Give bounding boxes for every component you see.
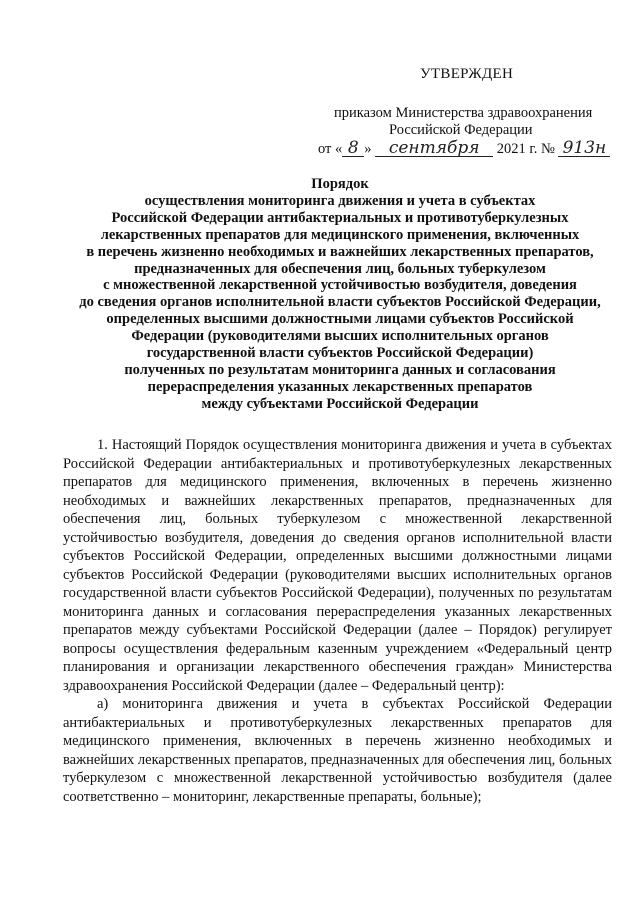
title-line: определенных высшими должностными лицами субъектов Российской <box>106 311 574 328</box>
paragraph-1: 1. Настоящий Порядок осуществления мониторинга движения и учета в субъектах Российской Федерации антибактериальных и противотуберкулезных лекарственных препаратов для медицинского применения, включенных в перечень жизненно необходимых и важнейших лекарственных препаратов, предназначенных для обеспечения лиц, больных туберкулезом с множественной лекарственной устойчивостью возбудителя, доведения до сведения органов исполнительной власти субъектов Российской Федерации, определенных высшими должностными лицами субъектов Российской Федерации (руководителями высших исполнительных органов государственной власти субъектов Российской Федерации), полученных по результатам мониторинга данных и согласования перераспределения указанных лекарственных препаратов между субъектами Российской Федерации (далее – Порядок) регулирует вопросы осуществления федеральным казенным учреждением «Федеральный центр планирования и организации лекарственного обеспечения граждан» Министерства здравоохранения Российской Федерации (далее – Федеральный центр): <box>63 437 612 694</box>
order-year-label: 2021 г. № <box>496 141 555 157</box>
document-body <box>63 436 612 806</box>
order-day: 8 <box>342 140 364 157</box>
paragraph-1a: а) мониторинга движения и учета в субъектах Российской Федерации антибактериальных и противотуберкулезных лекарственных препаратов для медицинского применения, включенных в перечень жизненно необходимых и важнейших лекарственных препаратов, предназначенных для обеспечения лиц, больных туберкулезом с множественной лекарственной устойчивостью возбудителя (далее соответственно – мониторинг, лекарственные препараты, больные); <box>63 696 612 805</box>
title-line: Российской Федерации антибактериальных и противотуберкулезных <box>111 209 569 226</box>
title-line: предназначенных для обеспечения лиц, больных туберкулезом <box>134 260 546 277</box>
approved-stamp: УТВЕРЖДЕН <box>420 66 514 82</box>
title-line: перераспределения указанных лекарственных препаратов <box>147 378 533 395</box>
order-issuer-line-2: Российской Федерации <box>389 122 533 138</box>
quote-open: « <box>335 141 343 157</box>
title-line: с множественной лекарственной устойчивостью возбудителя, доведения <box>103 277 577 294</box>
title-line: осуществления мониторинга движения и учета в субъектах <box>144 192 536 209</box>
order-date-number <box>318 140 610 158</box>
document-title <box>60 176 620 413</box>
title-line: между субъектами Российской Федерации <box>201 395 479 412</box>
title-line: полученных по результатам мониторинга данных и согласования <box>124 361 556 378</box>
title-line: до сведения органов исполнительной власти субъектов Российской Федерации, <box>79 294 601 311</box>
title-line: государственной власти субъектов Российской Федерации) <box>146 345 534 362</box>
title-line: Порядок <box>311 176 369 192</box>
order-issuer-line: приказом Министерства здравоохранения <box>334 105 593 121</box>
order-month: сентября <box>375 140 493 157</box>
date-prefix: от <box>318 141 332 157</box>
title-line: Федерации (руководителями высших исполнительных органов <box>131 328 549 345</box>
order-number: 913н <box>558 140 610 157</box>
title-line: в перечень жизненно необходимых и важнейших лекарственных препаратов, <box>86 243 594 260</box>
title-line: лекарственных препаратов для медицинского применения, включенных <box>100 226 580 243</box>
quote-close: » <box>364 141 372 157</box>
